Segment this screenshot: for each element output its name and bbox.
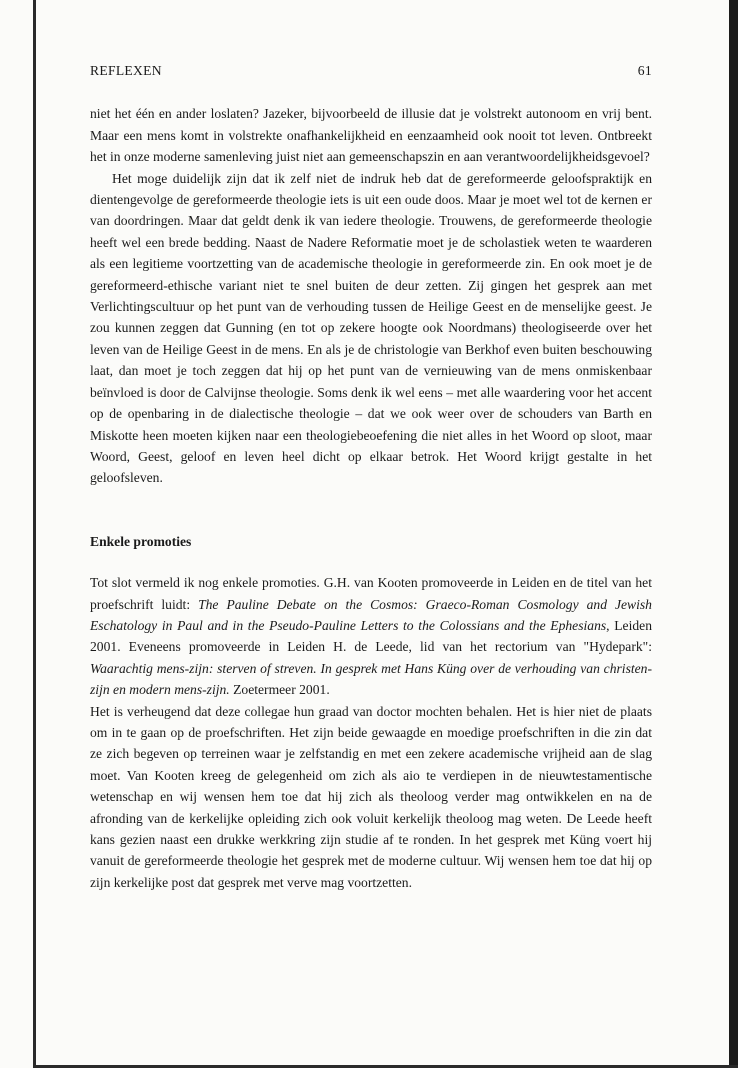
paragraph-3 [90, 572, 652, 700]
running-header [90, 60, 652, 81]
paragraph-3-text-c: Zoetermeer 2001. [229, 682, 330, 698]
paragraph-2: Het moge duidelijk zijn dat ik zelf niet de indruk heb dat de gereformeerde geloofspraktijk en dientengevolge de gereformeerde theologie iets is uit een oude doos. Maar je moet wel tot de kernen er van doordringen. Maar dat geldt denk ik van iedere theologie. Trouwens, de gereformeerde theologie heeft wel een brede bedding. Naast de Nadere Reformatie moet je de scholastiek weten te waarderen als een legitieme voortzetting van de academische theologie in gereformeerde zin. En ook moet je de gereformeerd-ethische variant niet te snel buiten de deur zetten. Zij gingen het gesprek aan met Verlichtingscultuur op het punt van de verhouding tussen de Heilige Geest en de menselijke geest. Je zou kunnen zeggen dat Gunning (en tot op zekere hoogte ook Noordmans) theologiseerde over het leven van de Heilige Geest in de mens. En als je de christologie van Berkhof even buiten beschouwing laat, dan moet je toch zeggen dat hij op het punt van de vernieuwing van de mens onmiskenbaar beïnvloed is door de Calvijnse theologie. Soms denk ik wel eens – met alle waardering voor het accent op de openbaring in de dialectische theologie – dat we ook weer over de schouders van Barth en Miskotte heen moeten kijken naar een theologiebeoefening die niet alles in het Woord op sloot, maar Woord, Geest, geloof en leven heel dicht op elkaar betrok. Het Woord krijgt gestalte in het geloofsleven. [90, 170, 652, 486]
dissertation-title-1: The Pauline Debate on the Cosmos: Graeco-Roman Cosmology and Jewish Eschatology in Paul and in the Pseudo-Pauline Letters to the Colossians and the Ephesians [90, 596, 652, 633]
paragraph-3-text-b: , Leiden 2001. Eveneens promoveerde in Leiden H. de Leede, lid van het rectorium van "Hydepark": [90, 617, 652, 655]
page-number: 61 [637, 63, 652, 78]
scan-border-right [729, 0, 738, 1068]
scan-border-left [33, 0, 36, 1068]
section-heading: Enkele promoties [90, 533, 192, 549]
dissertation-title-2: Waarachtig mens-zijn: sterven of streven. In gesprek met Hans Küng over de verhouding van christen-zijn en modern mens-zijn. [90, 660, 652, 698]
paragraph-3-text-a: Tot slot vermeld ik nog enkele promoties. G.H. van Kooten promoveerde in Leiden en de titel van het proefschrift luidt: [90, 575, 652, 612]
running-title: REFLEXEN [90, 63, 162, 78]
paragraph-1: niet het één en ander loslaten? Jazeker, bijvoorbeeld de illusie dat je volstrekt autonoom en vrij bent. Maar een mens komt in volstrekte onafhankelijkheid en eenzaamheid ook nooit tot leven. Ontbreekt het in onze moderne samenleving juist niet aan gemeenschapszin en aan verantwoordelijkheidsgevoel? [90, 106, 652, 165]
paragraph-4: Het is verheugend dat deze collegae hun graad van doctor mochten behalen. Het is hier niet de plaats om in te gaan op de proefschriften. Het zijn beide gewaagde en moedige proefschriften in die zin dat ze zich begeven op terreinen waar je zelfstandig en met een zekere academische vrijheid aan de slag moet. Van Kooten kreeg de gelegenheid om zich als aio te verdiepen in de nieuwtestamentische wetenschap en wij wensen hem toe dat hij zich als theoloog verder mag ontwikkelen en na de afronding van de kerkelijke opleiding zich ook voluit kerkelijk theoloog mag weten. De Leede heeft kans gezien naast een drukke werkkring zijn studie af te ronden. In het gesprek met Küng voert hij vanuit de gereformeerde theologie het gesprek met de moderne cultuur. Wij wensen hem toe dat hij op zijn kerkelijke post dat gesprek met verve mag voortzetten. [90, 703, 652, 890]
page-content [90, 60, 652, 893]
